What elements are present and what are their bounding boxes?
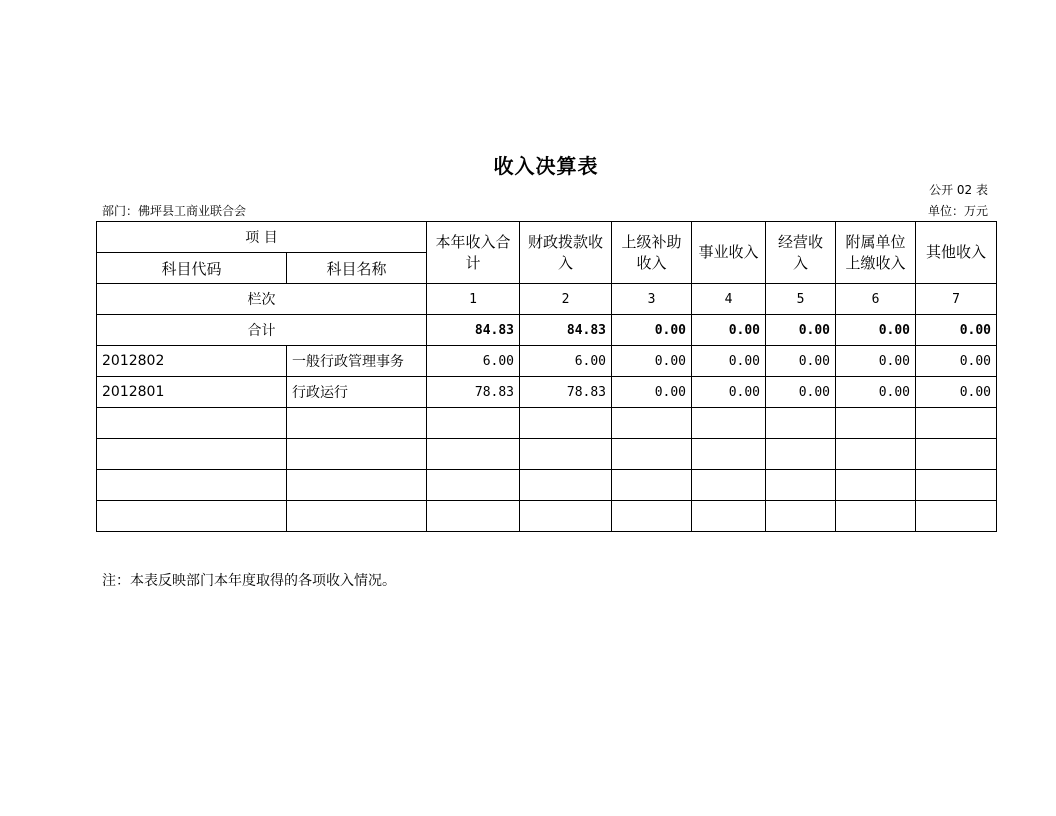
subject-name: 一般行政管理事务 <box>287 346 427 377</box>
empty-cell <box>427 470 520 501</box>
empty-row <box>97 408 997 439</box>
empty-cell <box>97 470 287 501</box>
empty-cell <box>612 439 692 470</box>
empty-cell <box>612 470 692 501</box>
total-row <box>97 315 997 346</box>
row-value: 0.00 <box>766 346 836 377</box>
row-value: 0.00 <box>916 346 997 377</box>
header-affiliated-unit-income: 附属单位上缴收入 <box>836 222 916 284</box>
header-other-income: 其他收入 <box>916 222 997 284</box>
empty-cell <box>692 439 766 470</box>
empty-row <box>97 439 997 470</box>
empty-cell <box>287 501 427 532</box>
row-value: 78.83 <box>427 377 520 408</box>
row-value: 0.00 <box>692 377 766 408</box>
empty-cell <box>916 408 997 439</box>
empty-cell <box>97 408 287 439</box>
row-value: 0.00 <box>692 346 766 377</box>
column-number: 7 <box>916 284 997 315</box>
total-value: 0.00 <box>612 315 692 346</box>
header-subject-code: 科目代码 <box>97 253 287 284</box>
empty-cell <box>836 439 916 470</box>
column-number: 6 <box>836 284 916 315</box>
header-row-1 <box>97 222 997 253</box>
empty-cell <box>836 501 916 532</box>
subject-code: 2012802 <box>97 346 287 377</box>
column-number: 5 <box>766 284 836 315</box>
report-title: 收入决算表 <box>493 154 599 178</box>
empty-cell <box>287 470 427 501</box>
column-number: 2 <box>520 284 612 315</box>
row-value: 6.00 <box>520 346 612 377</box>
empty-cell <box>692 501 766 532</box>
income-table <box>96 221 997 532</box>
column-number: 4 <box>692 284 766 315</box>
empty-cell <box>836 408 916 439</box>
empty-row <box>97 501 997 532</box>
table-row <box>97 346 997 377</box>
empty-cell <box>916 439 997 470</box>
row-value: 0.00 <box>766 377 836 408</box>
empty-cell <box>612 501 692 532</box>
empty-cell <box>916 501 997 532</box>
header-total-income: 本年收入合计 <box>427 222 520 284</box>
empty-cell <box>612 408 692 439</box>
form-code: 公开 02 表 <box>929 183 988 197</box>
empty-cell <box>287 408 427 439</box>
subject-code: 2012801 <box>97 377 287 408</box>
header-subject-name: 科目名称 <box>287 253 427 284</box>
unit-label: 单位：万元 <box>927 204 988 218</box>
column-number: 1 <box>427 284 520 315</box>
row-value: 0.00 <box>916 377 997 408</box>
empty-cell <box>766 501 836 532</box>
total-value: 0.00 <box>836 315 916 346</box>
empty-cell <box>692 408 766 439</box>
row-value: 0.00 <box>612 346 692 377</box>
row-value: 6.00 <box>427 346 520 377</box>
empty-cell <box>520 439 612 470</box>
empty-cell <box>287 439 427 470</box>
empty-cell <box>427 501 520 532</box>
header-business-income: 事业收入 <box>692 222 766 284</box>
empty-cell <box>97 501 287 532</box>
table-row <box>97 377 997 408</box>
column-number-row <box>97 284 997 315</box>
header-project: 项 目 <box>97 222 427 253</box>
empty-cell <box>427 439 520 470</box>
row-value: 0.00 <box>836 377 916 408</box>
department-label: 部门：佛坪县工商业联合会 <box>102 204 247 218</box>
empty-cell <box>97 439 287 470</box>
total-value: 0.00 <box>766 315 836 346</box>
empty-cell <box>520 470 612 501</box>
total-value: 84.83 <box>427 315 520 346</box>
empty-cell <box>766 439 836 470</box>
subject-name: 行政运行 <box>287 377 427 408</box>
column-number-label: 栏次 <box>97 284 427 315</box>
empty-cell <box>520 501 612 532</box>
total-value: 84.83 <box>520 315 612 346</box>
column-number: 3 <box>612 284 692 315</box>
empty-cell <box>520 408 612 439</box>
empty-cell <box>692 470 766 501</box>
row-value: 0.00 <box>612 377 692 408</box>
empty-cell <box>916 470 997 501</box>
empty-cell <box>836 470 916 501</box>
empty-cell <box>427 408 520 439</box>
row-value: 0.00 <box>836 346 916 377</box>
header-fiscal-appropriation: 财政拨款收入 <box>520 222 612 284</box>
row-value: 78.83 <box>520 377 612 408</box>
empty-row <box>97 470 997 501</box>
header-operating-income: 经营收入 <box>766 222 836 284</box>
empty-cell <box>766 408 836 439</box>
total-value: 0.00 <box>692 315 766 346</box>
table-note: 注：本表反映部门本年度取得的各项收入情况。 <box>102 573 396 589</box>
total-value: 0.00 <box>916 315 997 346</box>
total-label: 合计 <box>97 315 427 346</box>
empty-cell <box>766 470 836 501</box>
header-superior-subsidy: 上级补助收入 <box>612 222 692 284</box>
